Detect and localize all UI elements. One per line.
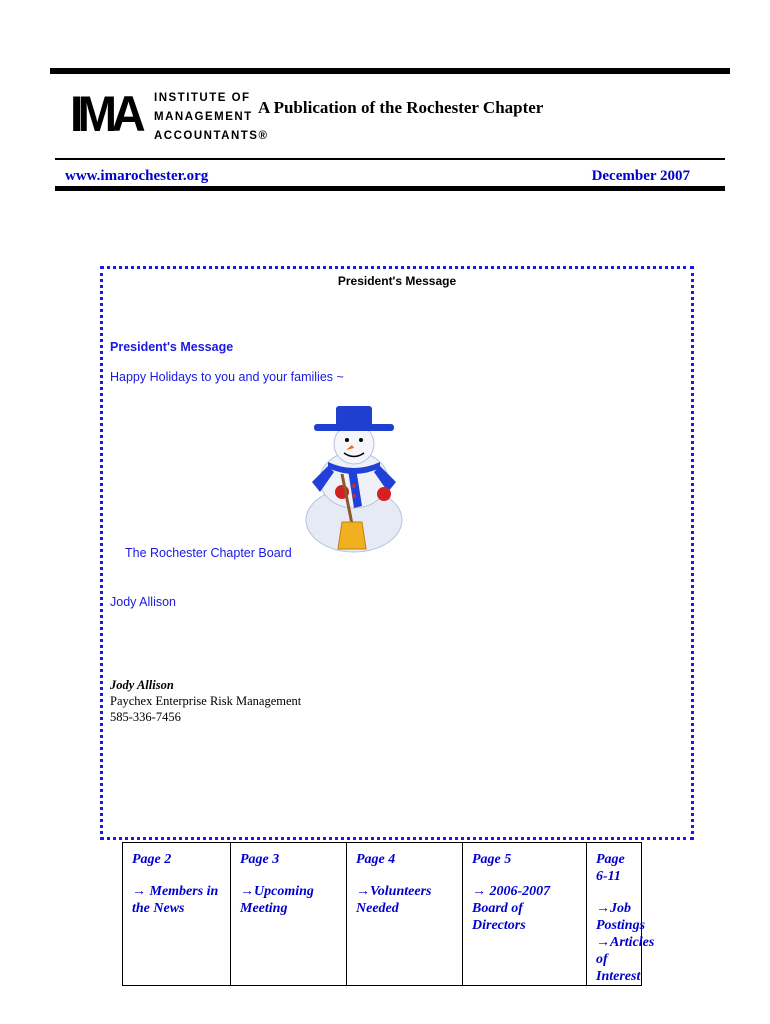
nav-cell-page-6-11[interactable]: [587, 843, 655, 986]
ima-logo: [70, 86, 269, 149]
nav-page-label: Page 3: [240, 852, 280, 867]
nav-cell-page-3[interactable]: [231, 843, 347, 986]
nav-topic: → Members in the News: [132, 884, 219, 916]
nav-cell-page-2[interactable]: [123, 843, 231, 986]
logo-text: [154, 89, 268, 146]
snowman-image: [298, 404, 410, 554]
page-navigation-table: [122, 842, 655, 986]
publication-title: A Publication of the Rochester Chapter: [258, 98, 544, 117]
nav-page-label: Page 2: [132, 852, 172, 867]
nav-cell-page-4[interactable]: [347, 843, 463, 986]
author-line: Jody Allison: [110, 595, 177, 609]
board-signoff: The Rochester Chapter Board: [125, 546, 292, 560]
logo-line-2: MANAGEMENT: [154, 111, 253, 123]
nav-topic: →Job Postings →Articles of Interest: [596, 901, 655, 984]
nav-topic: →Volunteers Needed: [356, 884, 432, 916]
signature-company: Paychex Enterprise Risk Management: [110, 694, 302, 708]
message-title: President's Message: [110, 340, 234, 354]
website-link[interactable]: www.imarochester.org: [65, 168, 209, 184]
nav-row: [123, 843, 642, 986]
logo-mark: IMA: [70, 86, 140, 142]
holiday-greeting: Happy Holidays to you and your families ~: [110, 370, 344, 384]
nav-page-label: Page 4: [356, 852, 396, 867]
logo-line-1: INSTITUTE OF: [154, 92, 251, 104]
box-heading: President's Message: [337, 274, 457, 288]
header-bottom-rule: [55, 186, 725, 191]
header-middle-rule: [55, 158, 725, 160]
logo-line-3: ACCOUNTANTS®: [154, 130, 269, 142]
nav-page-label: Page 5: [472, 852, 512, 867]
header-top-rule: [50, 68, 730, 74]
nav-topic: → 2006-2007 Board of Directors: [472, 884, 551, 933]
issue-date: December 2007: [591, 168, 690, 184]
nav-cell-page-5[interactable]: [463, 843, 587, 986]
signature-block: [110, 677, 301, 725]
signature-phone: 585-336-7456: [110, 710, 181, 724]
signature-name: Jody Allison: [110, 678, 174, 692]
nav-topic: →Upcoming Meeting: [240, 884, 314, 916]
nav-page-label: Page 6-11: [596, 852, 625, 884]
